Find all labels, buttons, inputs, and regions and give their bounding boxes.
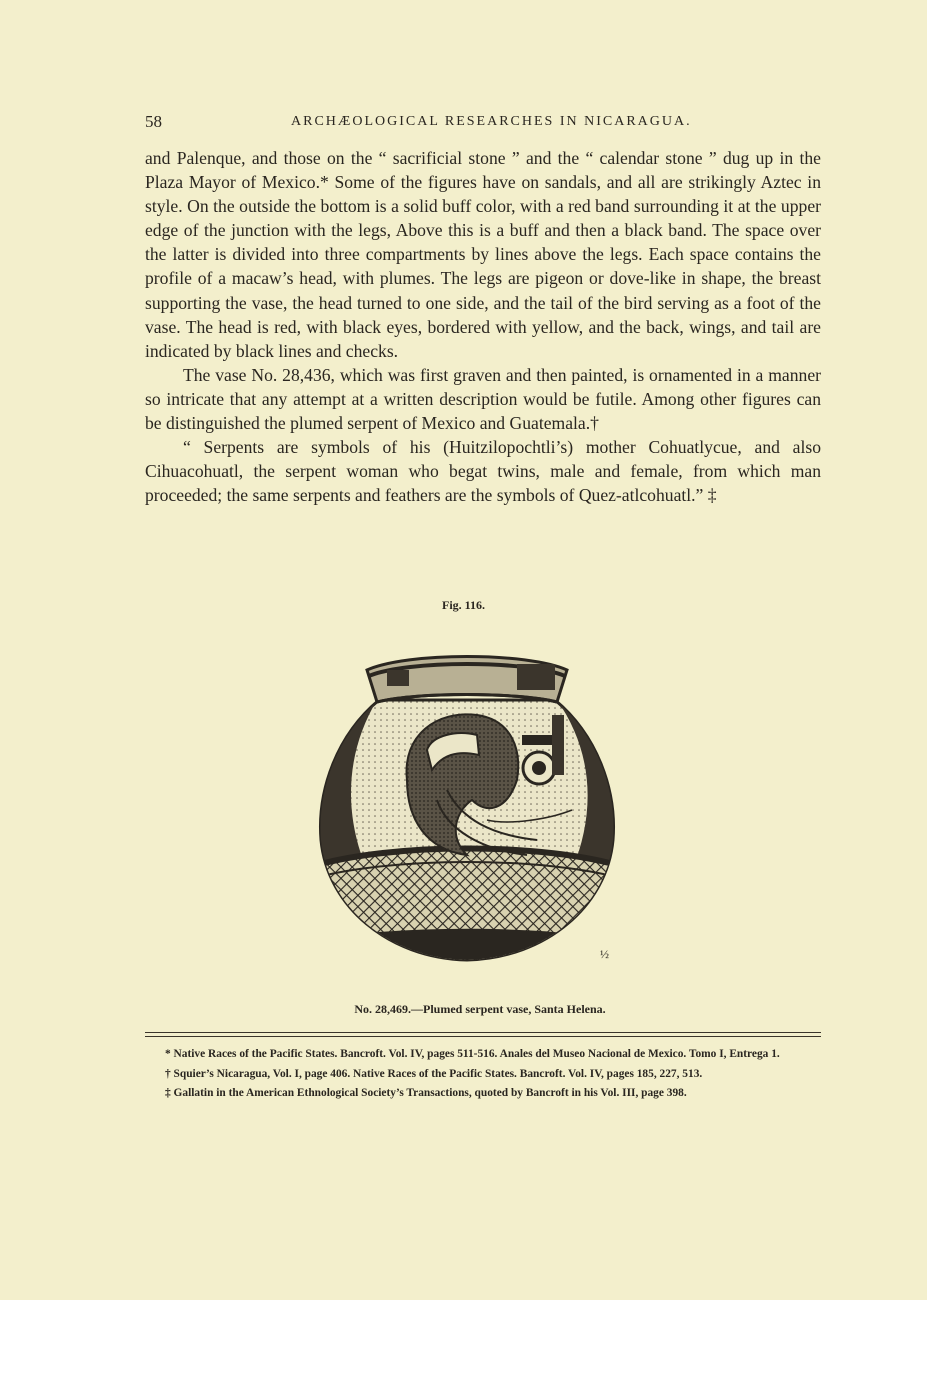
running-head	[145, 112, 820, 138]
figure-scale: ½	[600, 947, 609, 961]
paragraph-1: and Palenque, and those on the “ sacrificial stone ” and the “ calendar stone ” dug up in the Plaza Mayor of Mexico.* Some of the figures have on sandals, and all are strikingly Aztec in style. On the outside the bottom is a solid buff color, with a red band surrounding it at the upper edge of the junction with the legs, Above this is a buff and then a black band. The space over the latter is divided into three compartments by lines above the legs. Each space contains the profile of a macaw’s head, with plumes. The legs are pigeon or dove-like in shape, the breast supporting the vase, the head turned to one side, and the tail of the bird serving as a foot of the vase. The head is red, with black eyes, bordered with yellow, and the back, wings, and tail are indicated by black lines and checks.	[145, 148, 821, 361]
footnote-divider	[145, 1036, 821, 1037]
footnote-1: * Native Races of the Pacific States. Bancroft. Vol. IV, pages 511-516. Anales del Museo Nacional de Mexico. Tomo I, Entrega 1.	[165, 1048, 780, 1060]
footnotes	[145, 1045, 821, 1104]
footnote-divider	[145, 1032, 821, 1033]
bottom-margin-band	[0, 1300, 927, 1390]
figure-label: Fig. 116.	[441, 598, 485, 612]
vase-illustration	[307, 640, 627, 970]
running-title: ARCHÆOLOGICAL RESEARCHES IN NICARAGUA.	[291, 114, 692, 129]
page-number: 58	[145, 112, 162, 131]
paragraph-3: “ Serpents are symbols of his (Huitzilopochtli’s) mother Cohuatlycue, and also Cihuacohuatl, the serpent woman who begat twins, male and female, from which man proceeded; the same serpents and feathers are the symbols of Quez-atlcohuatl.” ‡	[145, 437, 821, 506]
figure-caption: No. 28,469.—Plumed serpent vase, Santa Helena.	[354, 1002, 606, 1016]
paragraph-2: The vase No. 28,436, which was first graven and then painted, is ornamented in a manner so intricate that any attempt at a written description would be futile. Among other figures can be distinguished the plumed serpent of Mexico and Guatemala.†	[145, 364, 821, 434]
body-text	[145, 146, 821, 507]
footnote-3: ‡ Gallatin in the American Ethnological Society’s Transactions, quoted by Bancroft in his Vol. III, page 398.	[165, 1087, 687, 1099]
footnote-2: † Squier’s Nicaragua, Vol. I, page 406. Native Races of the Pacific States. Bancroft. Vol. IV, pages 185, 227, 513.	[165, 1067, 703, 1080]
